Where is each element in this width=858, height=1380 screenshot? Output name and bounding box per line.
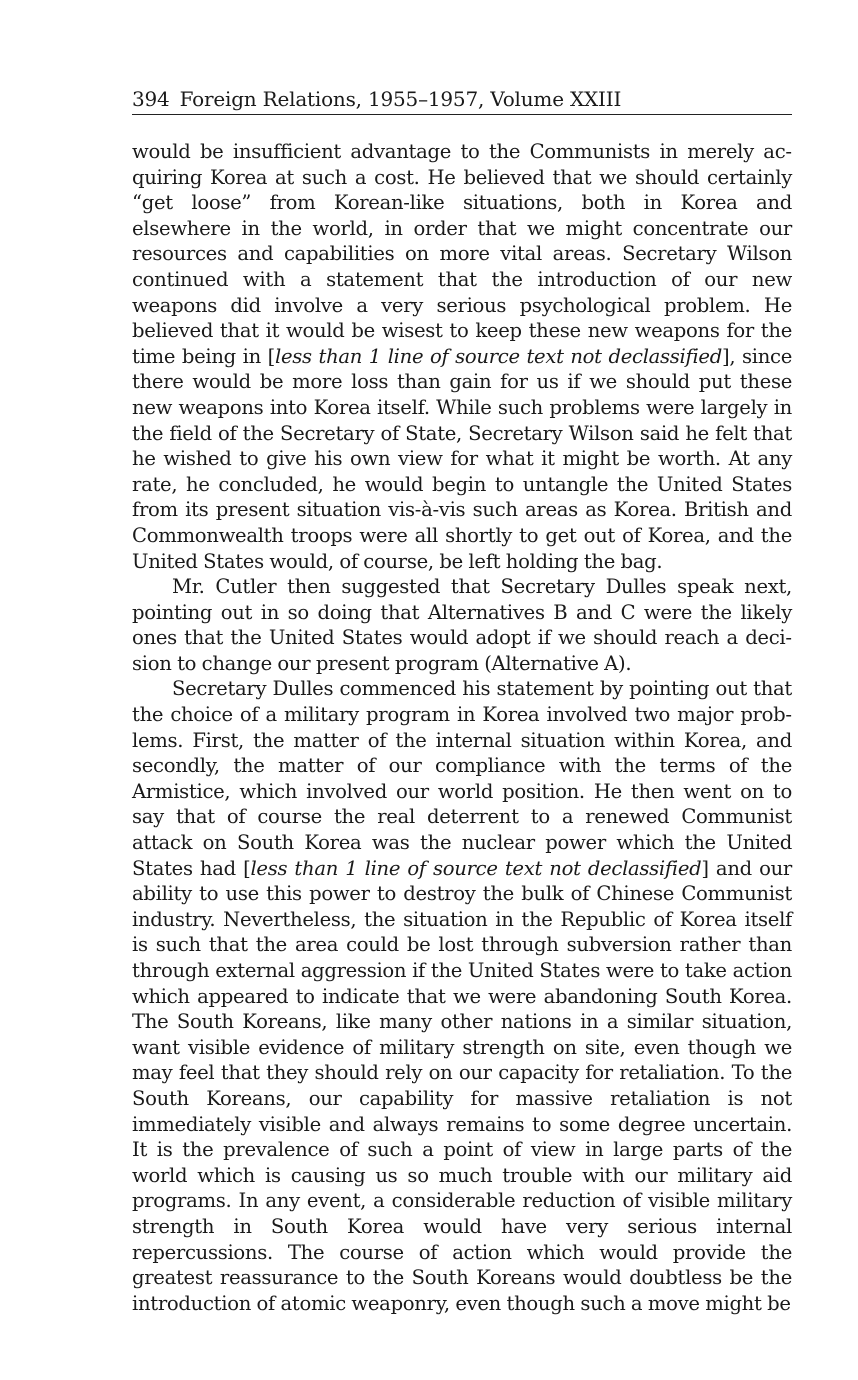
- text-run: Mr. Cutler then suggested that Secretary Dulles speak next, pointing out in so doing that Alternatives B and C were the likely ones that the United States would adopt if we should reach a decision to change our present program (Alternative A).: [132, 575, 792, 675]
- editorial-note: less than 1 line of source text not declassified: [250, 856, 702, 880]
- running-head-title: Foreign Relations, 1955–1957, Volume XXIII: [179, 87, 622, 111]
- bracket-close: ]: [721, 344, 730, 368]
- paragraph: [132, 139, 792, 574]
- text-run: and our ability to use this power to destroy the bulk of Chinese Communist industry. Nevertheless, the situation in the Republic of Korea itself is such that the area could be lost through subversion rather than through external aggression if the United States were to take action which appeared to indicate that we were abandoning South Korea. The South Koreans, like many other nations in a similar situation, want visible evidence of military strength on site, even though we may feel that they should rely on our capacity for retaliation. To the South Koreans, our capability for massive retaliation is not immediately visible and always remains to some degree uncertain. It is the prevalence of such a point of view in large parts of the world which is causing us so much trouble with our military aid programs. In any event, a considerable reduction of visible military strength in South Korea would have very serious internal repercussions. The course of action which would provide the greatest reassurance to the South Koreans would doubtless be the introduction of atomic weaponry, even though such a move might be: [132, 856, 792, 1315]
- document-page: [132, 86, 792, 1316]
- page-number: 394: [132, 87, 170, 111]
- text-run: , since there would be more loss than gain for us if we should put these new weapons into Korea itself. While such problems were largely in the field of the Secretary of State, Secretary Wilson said he felt that he wished to give his own view for what it might be worth. At any rate, he concluded, he would begin to untangle the United States from its present situation vis-à-vis such areas as Korea. British and Commonwealth troops were all shortly to get out of Korea, and the United States would, of course, be left holding the bag.: [132, 344, 793, 573]
- editorial-note: less than 1 line of source text not declassified: [275, 344, 722, 368]
- paragraph: [132, 676, 792, 1316]
- bracket-open: [: [267, 344, 275, 368]
- body-text: [132, 139, 792, 1316]
- paragraph: [132, 574, 792, 676]
- bracket-open: [: [243, 856, 251, 880]
- bracket-close: ]: [701, 856, 709, 880]
- running-head: [132, 86, 792, 115]
- text-run: would be insufficient advantage to the Communists in merely acquiring Korea at such a cost. He believed that we should certainly “get loose” from Korean-like situations, both in Korea and elsewhere in the world, in order that we might concentrate our resources and capabilities on more vital areas. Secretary Wilson continued with a statement that the introduction of our new weapons did involve a very serious psychological problem. He believed that it would be wisest to keep these new weapons for the time being in: [132, 140, 792, 368]
- text-run: Secretary Dulles commenced his statement by pointing out that the choice of a military program in Korea involved two major problems. First, the matter of the internal situation within Korea, and secondly, the matter of our compliance with the terms of the Armistice, which involved our world position. He then went on to say that of course the real deterrent to a renewed Communist attack on South Korea was the nuclear power which the United States had: [132, 677, 792, 880]
